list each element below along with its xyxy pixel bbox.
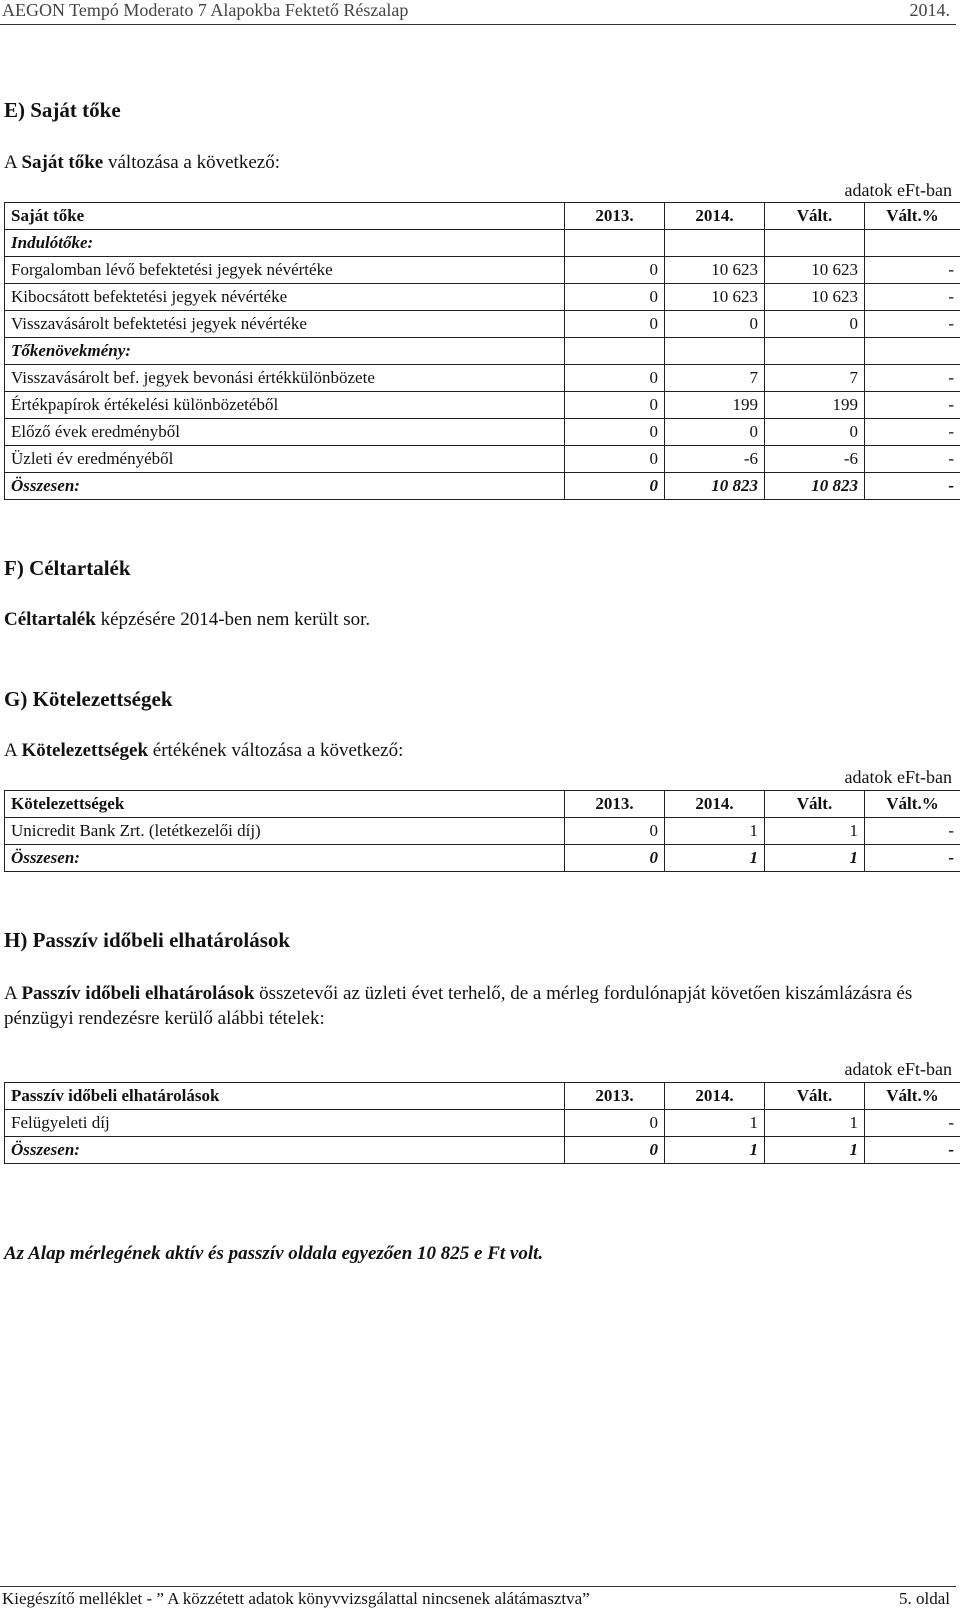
cell-label: Összesen: — [5, 473, 565, 500]
cell-year-2014: 1 — [665, 1110, 765, 1137]
cell-label: Értékpapírok értékelési különbözetéből — [5, 392, 565, 419]
cell-label: Összesen: — [5, 845, 565, 872]
table-row — [5, 392, 960, 419]
column-header-year-2014: 2014. — [665, 791, 765, 818]
column-header-label: Passzív időbeli elhatárolások — [5, 1083, 565, 1110]
cell-year-2014: 10 623 — [665, 284, 765, 311]
cell-change-pct: - — [865, 392, 960, 419]
cell-year-2013: 0 — [565, 419, 665, 446]
cell-year-2014: 0 — [665, 419, 765, 446]
table-row — [5, 419, 960, 446]
section-e-unit-label: adatok eFt-ban — [845, 180, 952, 201]
column-header-change: Vált. — [765, 1083, 865, 1110]
cell-change-pct: - — [865, 845, 960, 872]
cell-change-pct: - — [865, 1110, 960, 1137]
cell-change-pct: - — [865, 818, 960, 845]
page-header — [0, 0, 956, 25]
cell-label: Összesen: — [5, 1137, 565, 1164]
cell-change — [765, 230, 865, 257]
column-header-year-2014: 2014. — [665, 203, 765, 230]
cell-change-pct: - — [865, 311, 960, 338]
cell-year-2013: 0 — [565, 284, 665, 311]
cell-change: -6 — [765, 446, 865, 473]
column-header-year-2013: 2013. — [565, 791, 665, 818]
cell-change-pct: - — [865, 284, 960, 311]
cell-label: Kibocsátott befektetési jegyek névértéke — [5, 284, 565, 311]
cell-year-2013: 0 — [565, 311, 665, 338]
cell-year-2014 — [665, 338, 765, 365]
section-g-intro: A Kötelezettségek értékének változása a következő: — [4, 740, 403, 762]
document-year: 2014. — [910, 0, 951, 21]
cell-change-pct: - — [865, 473, 960, 500]
cell-change-pct: - — [865, 419, 960, 446]
table-row — [5, 257, 960, 284]
cell-label: Előző évek eredményből — [5, 419, 565, 446]
column-header-year-2013: 2013. — [565, 1083, 665, 1110]
cell-change-pct — [865, 338, 960, 365]
section-h-intro: A Passzív időbeli elhatárolások összetevői az üzleti évet terhelő, de a mérleg fordulónapját követően kiszámlázásra és pénzügyi rendezésre kerülő alábbi tételek: — [4, 981, 954, 1031]
cell-label: Visszavásárolt befektetési jegyek névértéke — [5, 311, 565, 338]
cell-year-2013: 0 — [565, 446, 665, 473]
cell-label: Üzleti év eredményéből — [5, 446, 565, 473]
column-header-change: Vált. — [765, 791, 865, 818]
cell-label: Indulótőke: — [5, 230, 565, 257]
cell-label: Visszavásárolt bef. jegyek bevonási értékkülönbözete — [5, 365, 565, 392]
column-header-change: Vált. — [765, 203, 865, 230]
cell-year-2014: 0 — [665, 311, 765, 338]
cell-year-2014: 7 — [665, 365, 765, 392]
table-header-row — [5, 203, 960, 230]
closing-statement: Az Alap mérlegének aktív és passzív oldala egyezően 10 825 e Ft volt. — [4, 1243, 543, 1265]
cell-year-2013 — [565, 338, 665, 365]
cell-label: Forgalomban lévő befektetési jegyek névértéke — [5, 257, 565, 284]
cell-year-2013: 0 — [565, 392, 665, 419]
cell-year-2013: 0 — [565, 845, 665, 872]
cell-year-2014: 10 823 — [665, 473, 765, 500]
cell-year-2014: 1 — [665, 1137, 765, 1164]
cell-year-2013: 0 — [565, 1137, 665, 1164]
section-f-text: Céltartalék képzésére 2014-ben nem került sor. — [4, 609, 370, 631]
footer-note: Kiegészítő melléklet - ” A közzétett adatok könyvvizsgálattal nincsenek alátámasztva” — [2, 1589, 590, 1609]
section-g-unit-label: adatok eFt-ban — [845, 767, 952, 788]
cell-year-2013 — [565, 230, 665, 257]
cell-year-2013: 0 — [565, 473, 665, 500]
table-header-row — [5, 1083, 960, 1110]
cell-change-pct: - — [865, 257, 960, 284]
liabilities-table — [4, 790, 960, 872]
cell-year-2014: 1 — [665, 818, 765, 845]
column-header-year-2013: 2013. — [565, 203, 665, 230]
page-footer — [0, 1586, 956, 1612]
cell-change-pct — [865, 230, 960, 257]
cell-change-pct: - — [865, 446, 960, 473]
column-header-year-2014: 2014. — [665, 1083, 765, 1110]
table-header-row — [5, 791, 960, 818]
section-g-heading: G) Kötelezettségek — [4, 687, 173, 712]
table-row — [5, 311, 960, 338]
page-number: 5. oldal — [899, 1589, 950, 1609]
column-header-label: Saját tőke — [5, 203, 565, 230]
cell-change: 0 — [765, 419, 865, 446]
cell-change-pct: - — [865, 365, 960, 392]
table-row — [5, 818, 960, 845]
cell-change-pct: - — [865, 1137, 960, 1164]
table-row — [5, 284, 960, 311]
cell-year-2013: 0 — [565, 818, 665, 845]
cell-change: 199 — [765, 392, 865, 419]
table-total-row — [5, 473, 960, 500]
document-title: AEGON Tempó Moderato 7 Alapokba Fektető Részalap — [2, 0, 408, 21]
cell-year-2014: 1 — [665, 845, 765, 872]
table-subheading-row — [5, 338, 960, 365]
table-row — [5, 1110, 960, 1137]
cell-change: 0 — [765, 311, 865, 338]
cell-label: Tőkenövekmény: — [5, 338, 565, 365]
cell-label: Unicredit Bank Zrt. (letétkezelői díj) — [5, 818, 565, 845]
cell-year-2014: 199 — [665, 392, 765, 419]
cell-change: 10 823 — [765, 473, 865, 500]
cell-change: 7 — [765, 365, 865, 392]
cell-change: 1 — [765, 818, 865, 845]
section-h-heading: H) Passzív időbeli elhatárolások — [4, 928, 290, 953]
cell-year-2013: 0 — [565, 365, 665, 392]
cell-year-2013: 0 — [565, 1110, 665, 1137]
section-f-heading: F) Céltartalék — [4, 556, 131, 581]
column-header-change-pct: Vált.% — [865, 791, 960, 818]
section-h-unit-label: adatok eFt-ban — [845, 1059, 952, 1080]
cell-change: 10 623 — [765, 257, 865, 284]
equity-table — [4, 202, 960, 500]
accruals-table — [4, 1082, 960, 1164]
cell-label: Felügyeleti díj — [5, 1110, 565, 1137]
section-e-intro: A Saját tőke változása a következő: — [4, 152, 280, 174]
table-row — [5, 365, 960, 392]
table-total-row — [5, 845, 960, 872]
column-header-change-pct: Vált.% — [865, 1083, 960, 1110]
cell-change: 1 — [765, 1137, 865, 1164]
cell-change: 1 — [765, 845, 865, 872]
cell-year-2014 — [665, 230, 765, 257]
cell-change — [765, 338, 865, 365]
column-header-label: Kötelezettségek — [5, 791, 565, 818]
table-total-row — [5, 1137, 960, 1164]
cell-year-2014: 10 623 — [665, 257, 765, 284]
cell-year-2014: -6 — [665, 446, 765, 473]
cell-change: 10 623 — [765, 284, 865, 311]
table-row — [5, 446, 960, 473]
section-e-heading: E) Saját tőke — [4, 98, 121, 123]
column-header-change-pct: Vált.% — [865, 203, 960, 230]
cell-change: 1 — [765, 1110, 865, 1137]
cell-year-2013: 0 — [565, 257, 665, 284]
table-subheading-row — [5, 230, 960, 257]
